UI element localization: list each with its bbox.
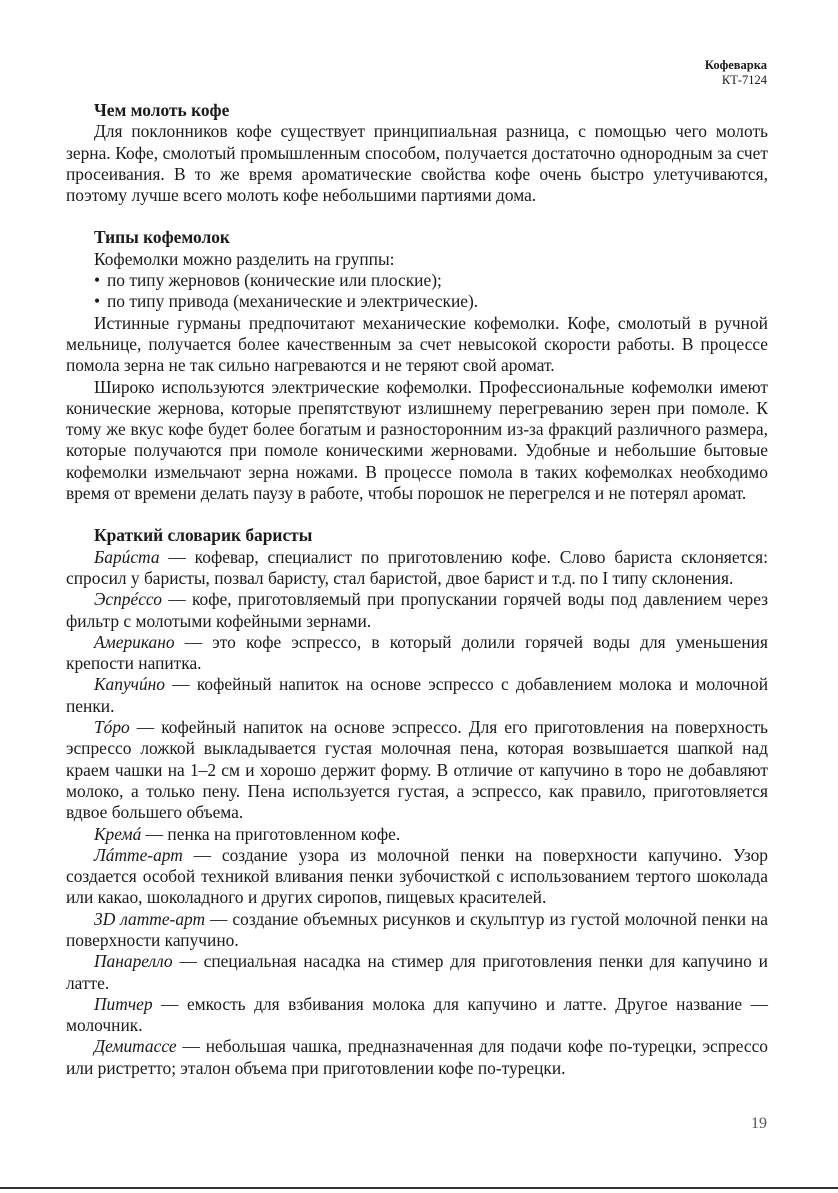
paragraph: Кофемолки можно разделить на группы: [94,248,395,269]
list-item [66,291,768,312]
glossary-term: Питчер [94,993,153,1014]
bullet-icon: • [94,270,101,291]
glossary-entry [66,845,768,909]
glossary-term: Американо [94,631,175,652]
glossary-entry [66,824,768,845]
paragraph: Широко используются электрические кофемолки. Профессиональные кофемолки имеют конические жернова, которые препятствуют излишнему перегреванию зерен при помоле. К тому же вкус кофе будет более богатым и разносторонним из-за фракций различного размера, которые получаются при помоле коническими жерновами. Удобные и небольшие бытовые кофемолки измельчают зерна ножами. В процессе помола в таких кофемолках необходимо время от времени делать паузу в работе, чтобы порошок не перегрелся и не потерял аромат. [66,376,768,504]
paragraph: Для поклонников кофе существует принципиальная разница, с помощью чего молоть зерна. Кофе, смолотый промышленным способом, получается достаточно однородным за счет просеивания. В то же время ароматические свойства кофе очень быстро улетучиваются, поэтому лучше всего молоть кофе небольшими партиями дома. [66,121,768,206]
glossary-term: Тóро [94,717,130,738]
section-glossary [66,525,768,1079]
glossary-entry [66,994,768,1037]
section-title: Чем молоть кофе [94,100,230,120]
glossary-entry [66,547,768,590]
bullet-icon: • [94,291,101,312]
glossary-term: Кремá [94,823,142,844]
paragraph: Истинные гурманы предпочитают механические кофемолки. Кофе, смолотый в ручной мельнице, получается более качественным за счет невысокой скорости работы. В процессе помола зерна не так сильно нагреваются и не теряют свой аромат. [66,312,768,376]
glossary-definition: — емкость для взбивания молока для капучино и латте. Другое название — молочник. [66,993,768,1036]
glossary-definition: — специальная насадка на стимер для приготовления пенки для капучино и латте. [66,951,768,993]
glossary-definition: — небольшая чашка, предназначенная для подачи кофе по-турецки, эспрессо или ристретто; эталон объема при приготовлении кофе по-турецки. [66,1036,768,1078]
list-item-text: по типу привода (механические и электрические). [107,291,479,312]
model-number: КТ-7124 [721,73,767,87]
section-grinder-types [66,227,768,504]
glossary-entry [66,717,768,823]
glossary-term: 3D латте-арт [94,908,206,929]
glossary-definition: — кофевар, специалист по приготовлению кофе. Слово бариста склоняется: спросил у баристы, позвал баристу, стал баристой, двое барист и т.д. по I типу склонения. [66,546,768,588]
section-grinding [66,100,768,206]
glossary-entry [66,674,768,717]
glossary-term: Барúста [94,546,160,567]
glossary-definition: — создание объемных рисунков и скульптур из густой молочной пенки на поверхности капучино. [66,908,768,950]
glossary-definition: — это кофе эспрессо, в который долили горячей воды для уменьшения крепости напитка. [66,631,768,674]
glossary-definition: — создание узора из молочной пенки на поверхности капучино. Узор создается особой техникой вливания пенки зубочисткой с использованием тертого шоколада или какао, шоколадного и других сиропов, пищевых красителей. [66,844,768,908]
page-number: 19 [751,1115,767,1132]
list-item [66,270,768,291]
glossary-entry [66,632,768,675]
list-item-text: по типу жерновов (конические или плоские); [107,270,442,291]
glossary-entry [66,951,768,994]
page-content [66,100,768,1100]
section-title: Типы кофемолок [94,227,230,248]
glossary-definition: — пенка на приготовленном кофе. [141,823,401,844]
glossary-definition: — кофейный напиток на основе эспрессо. Для его приготовления на поверхность эспрессо ложкой выкладывается густая молочная пена, которая возвышается шапкой над краем чашки на 1–2 см и хорошо держит форму. В отличие от капучино в торо не добавляют молоко, а только пену. Пена используется густая, а эспрессо, как правило, приготовляется вдвое большего объема. [66,717,768,823]
glossary-term: Эспрéссо [94,589,162,610]
glossary-term: Лáтте-арт [94,844,183,865]
glossary-definition: — кофейный напиток на основе эспрессо с добавлением молока и молочной пенки. [66,674,768,716]
product-name: Кофеварка [704,58,767,72]
glossary-entry [66,1036,768,1079]
glossary-definition: — кофе, приготовляемый при пропускании горячей воды под давлением через фильтр с молотыми кофейными зернами. [66,589,768,631]
glossary-term: Панарелло [94,951,173,972]
glossary-term: Капучúно [94,674,165,695]
bottom-divider [0,1187,838,1189]
glossary-entry [66,909,768,952]
glossary-entry [66,589,768,632]
glossary-term: Демитассе [94,1036,177,1057]
section-title: Краткий словарик баристы [94,525,313,546]
page-header [705,58,767,88]
